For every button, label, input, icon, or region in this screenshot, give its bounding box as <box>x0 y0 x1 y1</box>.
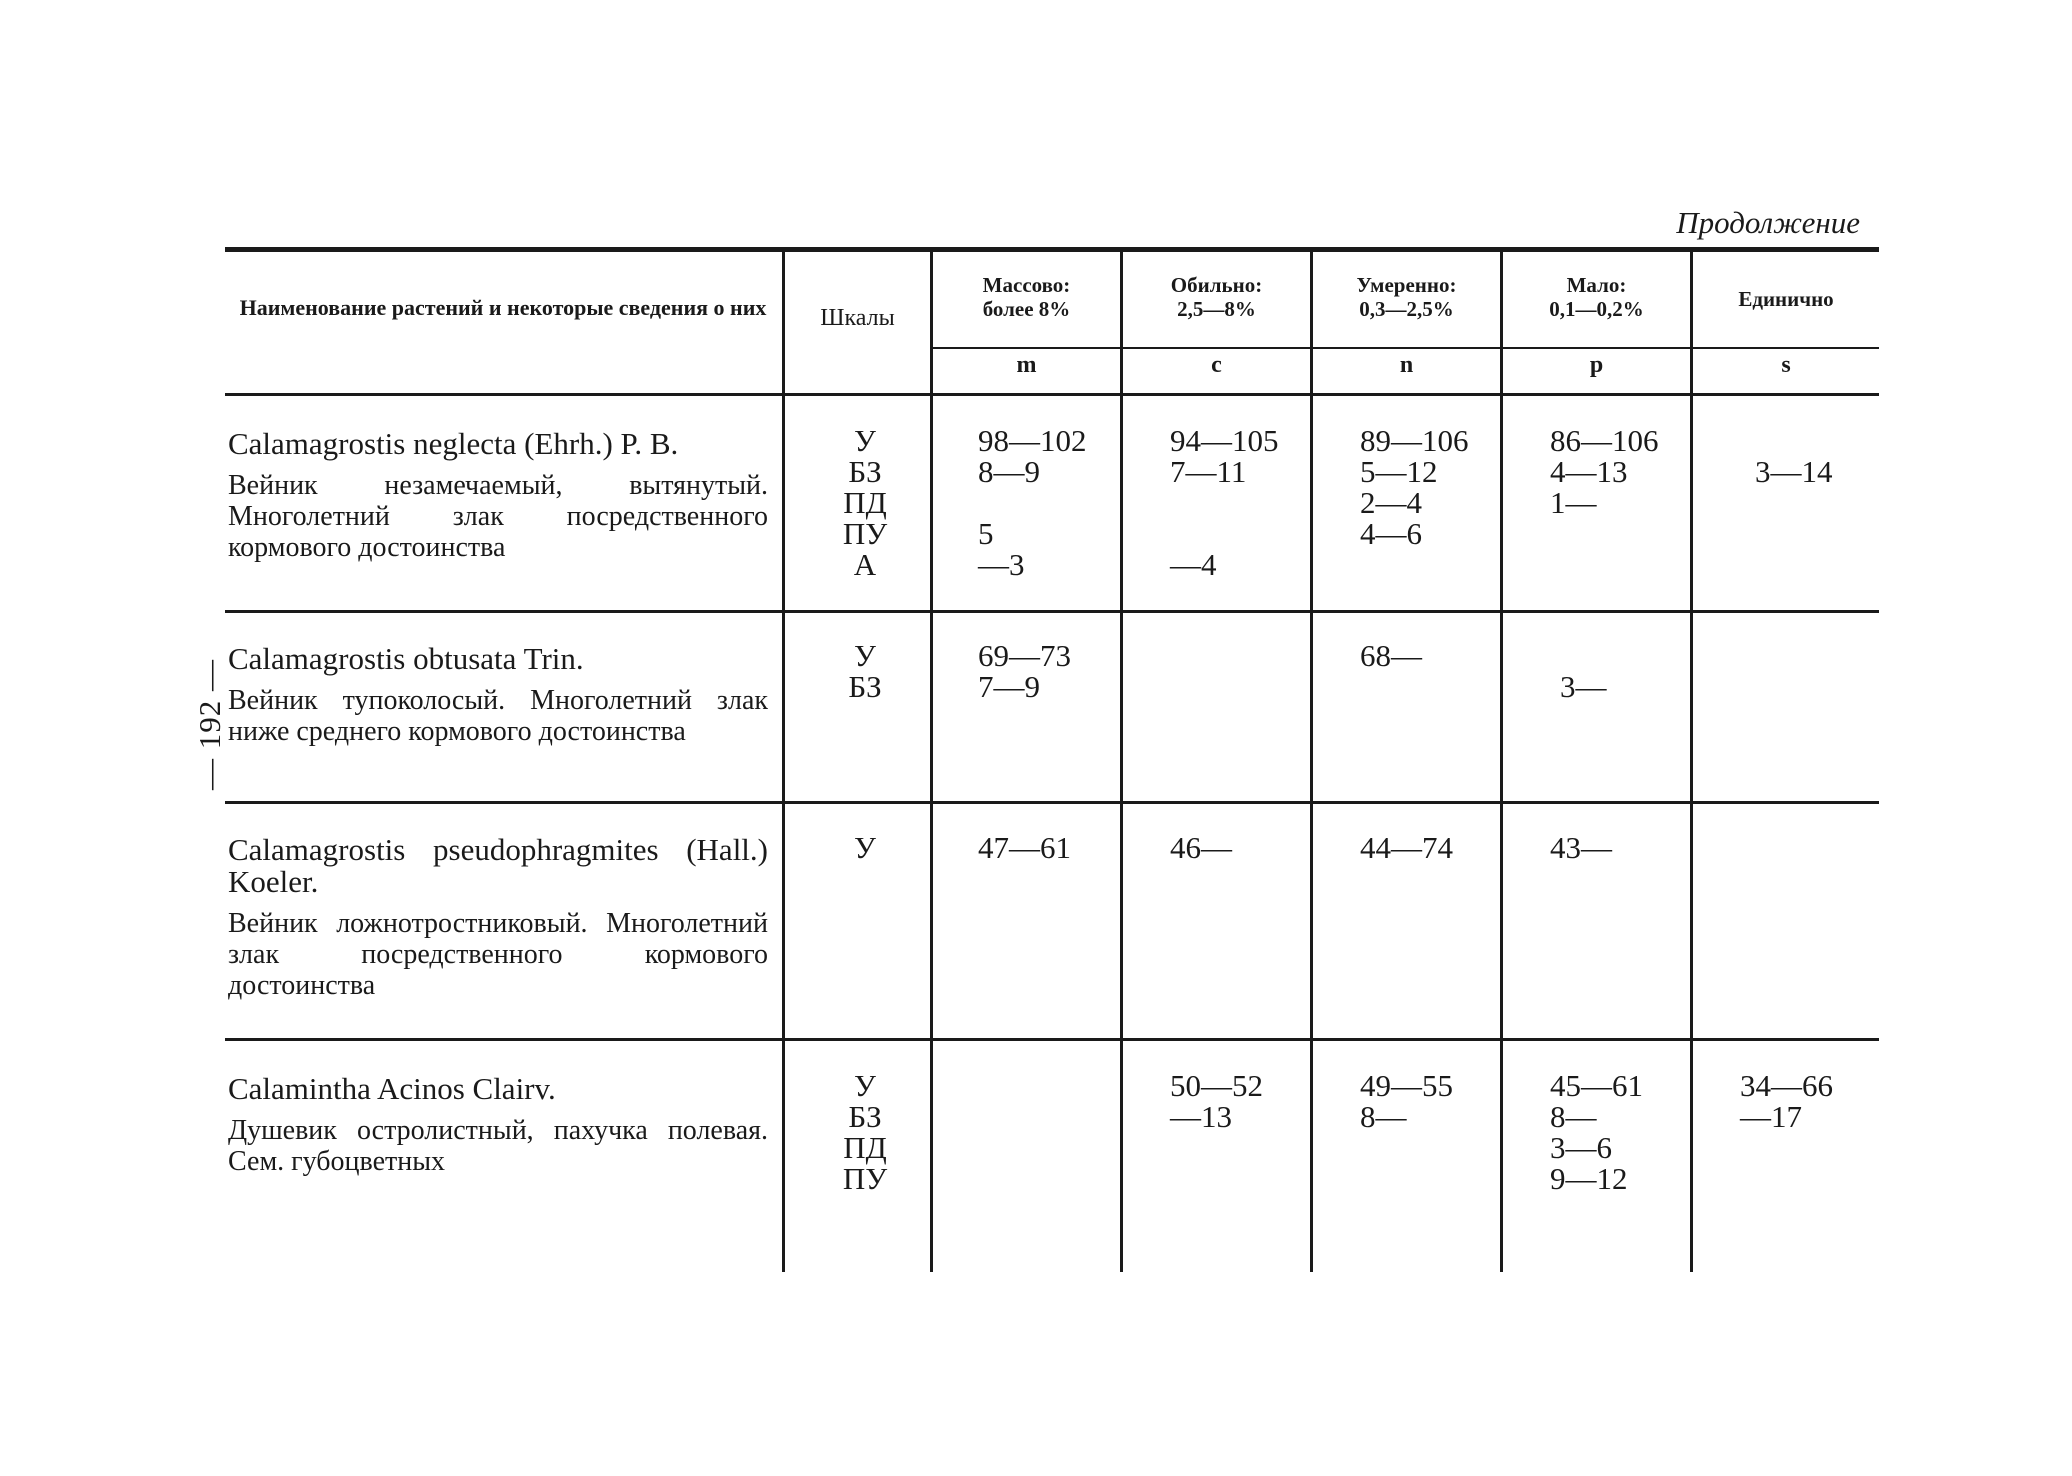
column-rule-4 <box>1310 250 1313 1272</box>
header-group-c <box>1123 273 1310 343</box>
scale-cell <box>795 425 935 580</box>
plant-entry <box>228 643 768 747</box>
column-rule-3 <box>1120 250 1123 1272</box>
m-cell <box>978 425 1087 580</box>
plant-latin-name: Calamagrostis obtusata Trin. <box>228 641 584 676</box>
header-group-m <box>933 273 1120 343</box>
c-cell <box>1170 425 1279 580</box>
header-group-range: более 8% <box>982 297 1071 321</box>
header-scales-column: Шкалы <box>820 305 895 331</box>
cell-values: 43— <box>1550 830 1612 865</box>
cell-values: 45—61 8— 3—6 9—12 <box>1550 1068 1643 1196</box>
column-rule-6 <box>1690 250 1693 1272</box>
header-symbol-c: c <box>1211 352 1222 378</box>
plant-entry <box>228 1073 768 1177</box>
cell-values: У БЗ ПД ПУ <box>842 1068 888 1196</box>
header-symbol-n: n <box>1399 352 1414 378</box>
row-divider-1 <box>225 610 1879 613</box>
header-symbol-m: m <box>1016 352 1037 378</box>
p-cell <box>1550 832 1612 863</box>
header-bottom-rule <box>225 393 1879 396</box>
scale-cell <box>795 832 935 863</box>
p-cell <box>1550 425 1659 518</box>
continuation-label: Продолжение <box>1676 205 1860 240</box>
top-rule <box>225 247 1879 252</box>
c-cell <box>1170 832 1232 863</box>
cell-values: 3— <box>1560 669 1607 704</box>
cell-values: 44—74 <box>1360 830 1453 865</box>
p-cell <box>1560 640 1607 702</box>
header-group-label: Обильно: <box>1170 273 1263 297</box>
header-group-p <box>1503 273 1690 343</box>
cell-values: 68— <box>1360 638 1422 673</box>
cell-values: 34—66 —17 <box>1740 1068 1833 1134</box>
cell-values: 50—52 —13 <box>1170 1068 1263 1134</box>
cell-values: 94—105 7—11 —4 <box>1170 423 1279 582</box>
plant-latin-name: Calamagrostis pseudophragmites (Hall.) Koeler. <box>228 832 768 899</box>
plant-description: Вейник незамечаемый, вытянутый. Многолетний злак посредственного кормового достоинства <box>228 470 768 563</box>
row-divider-2 <box>225 801 1879 804</box>
header-symbol-s: s <box>1781 352 1791 378</box>
page-number: — 192 — <box>192 659 227 790</box>
column-rule-1 <box>782 250 785 1272</box>
m-cell <box>978 640 1071 702</box>
plant-entry <box>228 834 768 1001</box>
header-symbol-p: p <box>1589 352 1604 378</box>
header-group-label: Мало: <box>1566 273 1627 297</box>
s-cell <box>1740 1070 1833 1132</box>
header-group-label: Массово: <box>982 273 1071 297</box>
cell-values: 98—102 8—9 5 —3 <box>978 423 1087 582</box>
cell-values: 69—73 7—9 <box>978 638 1071 704</box>
header-group-s <box>1693 287 1879 357</box>
header-group-range: 0,1—0,2% <box>1549 297 1644 321</box>
plant-description: Вейник ложнотростниковый. Многолетний злак посредственного кормового достоинства <box>228 908 768 1001</box>
p-cell <box>1550 1070 1643 1194</box>
plant-description: Душевик остролистный, пахучка полевая. Сем. губоцветных <box>228 1115 768 1177</box>
cell-values: 46— <box>1170 830 1232 865</box>
plant-latin-name: Calamagrostis neglecta (Ehrh.) P. B. <box>228 426 679 461</box>
row-divider-3 <box>225 1038 1879 1041</box>
s-cell <box>1755 425 1833 487</box>
header-group-label: Умеренно: <box>1356 273 1457 297</box>
cell-values: 47—61 <box>978 830 1071 865</box>
scale-cell <box>795 1070 935 1194</box>
header-group-n <box>1313 273 1500 343</box>
n-cell <box>1360 640 1422 671</box>
c-cell <box>1170 1070 1263 1132</box>
n-cell <box>1360 1070 1453 1132</box>
cell-values: 89—106 5—12 2—4 4—6 <box>1360 423 1469 551</box>
scale-cell <box>795 640 935 702</box>
n-cell <box>1360 425 1469 549</box>
header-group-range: 2,5—8% <box>1177 297 1256 321</box>
plant-description: Вейник тупоколосый. Многолетний злак ниже среднего кормового достоинства <box>228 685 768 747</box>
cell-values: 49—55 8— <box>1360 1068 1453 1134</box>
m-cell <box>978 832 1071 863</box>
cell-values: 86—106 4—13 1— <box>1550 423 1659 520</box>
column-rule-5 <box>1500 250 1503 1272</box>
header-name-column: Наименование растений и некоторые сведения о них <box>239 295 767 320</box>
n-cell <box>1360 832 1453 863</box>
cell-values: У <box>854 830 876 865</box>
header-group-label: Единично <box>1738 287 1834 311</box>
cell-values: 3—14 <box>1755 454 1833 489</box>
cell-values: У БЗ ПД ПУ А <box>842 423 888 582</box>
plant-latin-name: Calamintha Acinos Clairv. <box>228 1071 556 1106</box>
header-group-range: 0,3—2,5% <box>1359 297 1454 321</box>
plant-entry <box>228 428 768 563</box>
cell-values: У БЗ <box>848 638 882 704</box>
